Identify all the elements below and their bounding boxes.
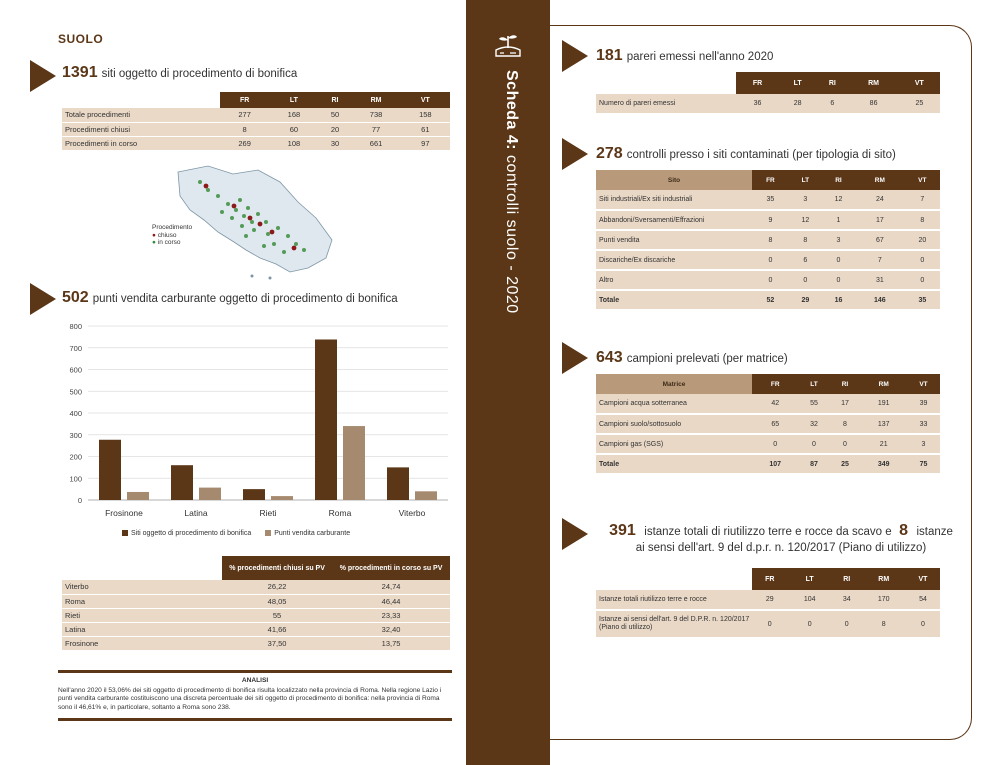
row-label: Latina — [62, 622, 222, 636]
row-label: Numero di pareri emessi — [596, 94, 736, 114]
cell: 35 — [752, 190, 789, 210]
heading-text: istanze — [916, 526, 953, 538]
row-label: Totale — [596, 454, 752, 474]
cell: 0 — [752, 250, 789, 270]
y-tick-label: 700 — [69, 343, 82, 353]
cell: 17 — [829, 394, 860, 414]
col-header: % procedimenti chiusi su PV — [222, 556, 332, 580]
cell: 158 — [401, 108, 450, 122]
map-legend-title: Procedimento — [152, 224, 193, 231]
legend-label: Punti vendita carburante — [274, 530, 351, 537]
table-row — [62, 580, 450, 594]
x-category-label: Frosinone — [105, 508, 143, 518]
y-tick-label: 200 — [69, 452, 82, 462]
table-row — [596, 434, 940, 454]
bar-pv-viterbo — [415, 491, 437, 500]
cell: 277 — [220, 108, 269, 122]
bar-chart — [58, 318, 458, 528]
row-label: Totale — [596, 290, 752, 310]
row-label: Rieti — [62, 608, 222, 622]
cell: 24,74 — [332, 580, 450, 594]
cell: 37,50 — [222, 636, 332, 650]
cell: 41,66 — [222, 622, 332, 636]
y-tick-label: 800 — [69, 322, 82, 331]
cell: 20 — [905, 230, 940, 250]
col-header: VT — [907, 374, 940, 394]
cell: 6 — [816, 94, 848, 114]
cell: 25 — [899, 94, 940, 114]
table-row — [62, 108, 450, 122]
col-header: RM — [862, 568, 906, 590]
cell: 20 — [319, 122, 352, 136]
cell: 17 — [855, 210, 905, 230]
legend-series-1 — [122, 530, 251, 537]
heading-controlli — [596, 145, 896, 163]
cell: 107 — [752, 454, 798, 474]
legend-chiuso: chiuso — [157, 231, 177, 239]
cell: 0 — [752, 610, 788, 638]
cell: 0 — [832, 610, 862, 638]
cell: 65 — [752, 414, 798, 434]
row-label: Frosinone — [62, 636, 222, 650]
cell: 8 — [752, 230, 789, 250]
row-label: Istanze totali riutilizzo terre e rocce — [596, 590, 752, 610]
col-header: VT — [905, 170, 940, 190]
heading-campioni — [596, 349, 788, 367]
table-percentuali — [62, 556, 450, 651]
spine — [466, 0, 550, 765]
row-label: Punti vendita — [596, 230, 752, 250]
row-label: Viterbo — [62, 580, 222, 594]
cell: 137 — [860, 414, 906, 434]
bar-siti-roma — [315, 339, 337, 500]
cell: 8 — [789, 230, 822, 250]
cell: 0 — [752, 434, 798, 454]
heading-number: 8 — [899, 522, 908, 539]
y-tick-label: 500 — [69, 387, 82, 397]
cell: 50 — [319, 108, 352, 122]
x-category-label: Viterbo — [398, 508, 426, 518]
col-header: LT — [269, 92, 318, 108]
col-header: RI — [319, 92, 352, 108]
table-row — [596, 270, 940, 290]
cell: 0 — [905, 270, 940, 290]
row-label: Campioni acqua sotterranea — [596, 394, 752, 414]
cell: 191 — [860, 394, 906, 414]
legend-in-corso: in corso — [157, 239, 181, 246]
table-row — [596, 454, 940, 474]
cell: 23,33 — [332, 608, 450, 622]
heading-text: campioni prelevati (per matrice) — [626, 353, 788, 365]
table-campioni — [596, 374, 940, 475]
cell: 39 — [907, 394, 940, 414]
heading-pareri — [596, 47, 773, 65]
cell: 12 — [789, 210, 822, 230]
cell: 168 — [269, 108, 318, 122]
table-row — [596, 94, 940, 114]
cell: 21 — [860, 434, 906, 454]
table-row — [62, 622, 450, 636]
col-header: LT — [779, 72, 816, 94]
col-header: RI — [832, 568, 862, 590]
y-tick-label: 0 — [77, 496, 82, 505]
cell: 7 — [855, 250, 905, 270]
table-header — [596, 374, 940, 394]
row-label: Discariche/Ex discariche — [596, 250, 752, 270]
table-row — [62, 636, 450, 650]
cell: 9 — [752, 210, 789, 230]
bar-siti-frosinone — [99, 440, 121, 500]
legend-series-2 — [265, 530, 350, 537]
cell: 1 — [822, 210, 855, 230]
table-header — [596, 72, 940, 94]
row-label: Siti industriali/Ex siti industriali — [596, 190, 752, 210]
cell: 0 — [822, 250, 855, 270]
heading-arrow — [562, 518, 588, 550]
table-siti-bonifica — [62, 92, 450, 151]
y-tick-label: 400 — [69, 409, 82, 418]
table-istanze — [596, 568, 940, 639]
row-label: Procedimenti chiusi — [62, 122, 220, 136]
bar-siti-rieti — [243, 489, 265, 500]
cell: 170 — [862, 590, 906, 610]
table-controlli — [596, 170, 940, 311]
cell: 6 — [789, 250, 822, 270]
cell: 3 — [789, 190, 822, 210]
x-category-label: Roma — [328, 508, 352, 518]
cell: 661 — [351, 136, 400, 150]
col-header: RM — [860, 374, 906, 394]
table-row — [596, 290, 940, 310]
cell: 61 — [401, 122, 450, 136]
cell: 46,44 — [332, 594, 450, 608]
bar-pv-latina — [199, 488, 221, 500]
cell: 0 — [752, 270, 789, 290]
heading-siti — [62, 64, 297, 82]
table-row — [62, 136, 450, 150]
cell: 31 — [855, 270, 905, 290]
row-label: Roma — [62, 594, 222, 608]
heading-text: pareri emessi nell'anno 2020 — [626, 51, 774, 63]
bar-siti-viterbo — [387, 467, 409, 500]
soil-plant-icon — [492, 30, 524, 62]
cell: 146 — [855, 290, 905, 310]
heading-text: siti oggetto di procedimento di bonifica — [101, 68, 298, 80]
cell: 87 — [798, 454, 829, 474]
cell: 25 — [829, 454, 860, 474]
table-header — [596, 568, 940, 590]
col-header: RI — [816, 72, 848, 94]
cell: 35 — [905, 290, 940, 310]
heading-pv — [62, 289, 398, 307]
cell: 349 — [860, 454, 906, 474]
cell: 108 — [269, 136, 318, 150]
cell: 16 — [822, 290, 855, 310]
heading-arrow — [562, 40, 588, 72]
table-row — [62, 594, 450, 608]
bar-siti-latina — [171, 465, 193, 500]
col-header: LT — [798, 374, 829, 394]
table-header — [62, 556, 450, 580]
col-header: FR — [752, 374, 798, 394]
row-label: Campioni suolo/sottosuolo — [596, 414, 752, 434]
spine-title — [502, 70, 520, 320]
y-tick-label: 300 — [69, 430, 82, 440]
cell: 54 — [906, 590, 940, 610]
cell: 8 — [220, 122, 269, 136]
heading-arrow — [30, 283, 56, 315]
col-header: RM — [855, 170, 905, 190]
col-header: RM — [351, 92, 400, 108]
cell: 24 — [855, 190, 905, 210]
cell: 34 — [832, 590, 862, 610]
col-header: RM — [848, 72, 898, 94]
analysis-text: Nell'anno 2020 il 53,06% dei siti oggetto di procedimento di bonifica risulta localizzato nella provincia di Roma. Nella regione Lazio i punti vendita carburante costituiscono una discreta percentuale dei siti oggetto di procedimento di bonifica: nella provincia di Roma sono il 46,61% e, in particolare, soltanto a Roma sono 238. — [58, 686, 442, 711]
cell: 8 — [862, 610, 906, 638]
cell: 48,05 — [222, 594, 332, 608]
x-category-label: Rieti — [259, 508, 277, 518]
heading-number: 502 — [62, 289, 89, 306]
col-header: % procedimenti in corso su PV — [332, 556, 450, 580]
row-label: Abbandoni/Sversamenti/Effrazioni — [596, 210, 752, 230]
cell: 0 — [798, 434, 829, 454]
table-row — [62, 122, 450, 136]
table-row — [596, 250, 940, 270]
heading-istanze — [596, 522, 966, 554]
cell: 104 — [788, 590, 832, 610]
legend-swatch — [122, 530, 128, 536]
table-row — [62, 608, 450, 622]
cell: 97 — [401, 136, 450, 150]
y-tick-label: 100 — [69, 474, 82, 484]
cell: 3 — [907, 434, 940, 454]
cell: 8 — [905, 210, 940, 230]
heading-text: punti vendita carburante oggetto di procedimento di bonifica — [92, 293, 398, 305]
heading-text-line2: ai sensi dell'art. 9 del d.p.r. n. 120/2017 (Piano di utilizzo) — [635, 542, 927, 554]
lazio-map — [148, 160, 338, 282]
cell: 26,22 — [222, 580, 332, 594]
cell: 67 — [855, 230, 905, 250]
col-header: FR — [752, 170, 789, 190]
col-header: Sito — [596, 170, 752, 190]
table-row — [596, 610, 940, 638]
row-label: Totale procedimenti — [62, 108, 220, 122]
col-header: FR — [736, 72, 779, 94]
dot-icon: ● — [152, 231, 156, 239]
cell: 0 — [788, 610, 832, 638]
col-header: FR — [752, 568, 788, 590]
table-row — [596, 190, 940, 210]
map-legend — [152, 224, 192, 247]
bar-pv-frosinone — [127, 492, 149, 500]
col-header: FR — [220, 92, 269, 108]
col-header: Matrice — [596, 374, 752, 394]
bar-pv-roma — [343, 426, 365, 500]
col-header: VT — [401, 92, 450, 108]
cell: 36 — [736, 94, 779, 114]
row-label: Altro — [596, 270, 752, 290]
heading-number: 391 — [609, 522, 636, 539]
legend-swatch — [265, 530, 271, 536]
spine-title-bold: Scheda 4: — [503, 70, 520, 151]
cell: 77 — [351, 122, 400, 136]
left-page — [0, 0, 466, 765]
cell: 52 — [752, 290, 789, 310]
cell: 0 — [829, 434, 860, 454]
cell: 13,75 — [332, 636, 450, 650]
cell: 55 — [222, 608, 332, 622]
cell: 29 — [752, 590, 788, 610]
cell: 0 — [905, 250, 940, 270]
cell: 28 — [779, 94, 816, 114]
col-header: RI — [829, 374, 860, 394]
analysis-title: ANALISI — [241, 677, 269, 684]
table-header — [596, 170, 940, 190]
table-pareri — [596, 72, 940, 115]
cell: 3 — [822, 230, 855, 250]
map-image — [148, 160, 338, 282]
chart-legend — [122, 530, 350, 537]
cell: 32 — [798, 414, 829, 434]
row-label: Istanze ai sensi dell'art. 9 del D.P.R. n. 120/2017 (Piano di utilizzo) — [596, 610, 752, 638]
cell: 7 — [905, 190, 940, 210]
cell: 32,40 — [332, 622, 450, 636]
x-category-label: Latina — [184, 508, 208, 518]
spine-title-rest: controlli suolo - 2020 — [503, 150, 520, 314]
table-row — [596, 394, 940, 414]
cell: 42 — [752, 394, 798, 414]
col-header: LT — [789, 170, 822, 190]
heading-arrow — [562, 342, 588, 374]
cell: 86 — [848, 94, 898, 114]
table-row — [596, 230, 940, 250]
cell: 0 — [789, 270, 822, 290]
cell: 8 — [829, 414, 860, 434]
cell: 75 — [907, 454, 940, 474]
cell: 60 — [269, 122, 318, 136]
cell: 33 — [907, 414, 940, 434]
heading-number: 181 — [596, 47, 623, 64]
cell: 738 — [351, 108, 400, 122]
heading-text: controlli presso i siti contaminati (per tipologia di sito) — [626, 149, 896, 161]
heading-number: 1391 — [62, 64, 98, 81]
heading-arrow — [30, 60, 56, 92]
table-row — [596, 210, 940, 230]
row-label: Procedimenti in corso — [62, 136, 220, 150]
col-header: RI — [822, 170, 855, 190]
y-tick-label: 600 — [69, 365, 82, 375]
legend-label: Siti oggetto di procedimento di bonifica — [131, 530, 252, 537]
table-row — [596, 590, 940, 610]
bar-pv-rieti — [271, 496, 293, 500]
analysis-box — [58, 670, 452, 721]
cell: 30 — [319, 136, 352, 150]
cell: 29 — [789, 290, 822, 310]
col-header: LT — [788, 568, 832, 590]
heading-arrow — [562, 138, 588, 170]
cell: 0 — [906, 610, 940, 638]
col-header: VT — [906, 568, 940, 590]
cell: 0 — [822, 270, 855, 290]
cell: 269 — [220, 136, 269, 150]
row-label: Campioni gas (SGS) — [596, 434, 752, 454]
heading-number: 643 — [596, 349, 623, 366]
col-header: VT — [899, 72, 940, 94]
right-page — [550, 25, 972, 740]
cell: 12 — [822, 190, 855, 210]
table-header — [62, 92, 450, 108]
cell: 55 — [798, 394, 829, 414]
heading-text: istanze totali di riutilizzo terre e rocce da scavo e — [644, 526, 892, 538]
heading-number: 278 — [596, 145, 623, 162]
dot-icon: ● — [152, 239, 156, 246]
table-row — [596, 414, 940, 434]
section-label: SUOLO — [58, 32, 104, 46]
